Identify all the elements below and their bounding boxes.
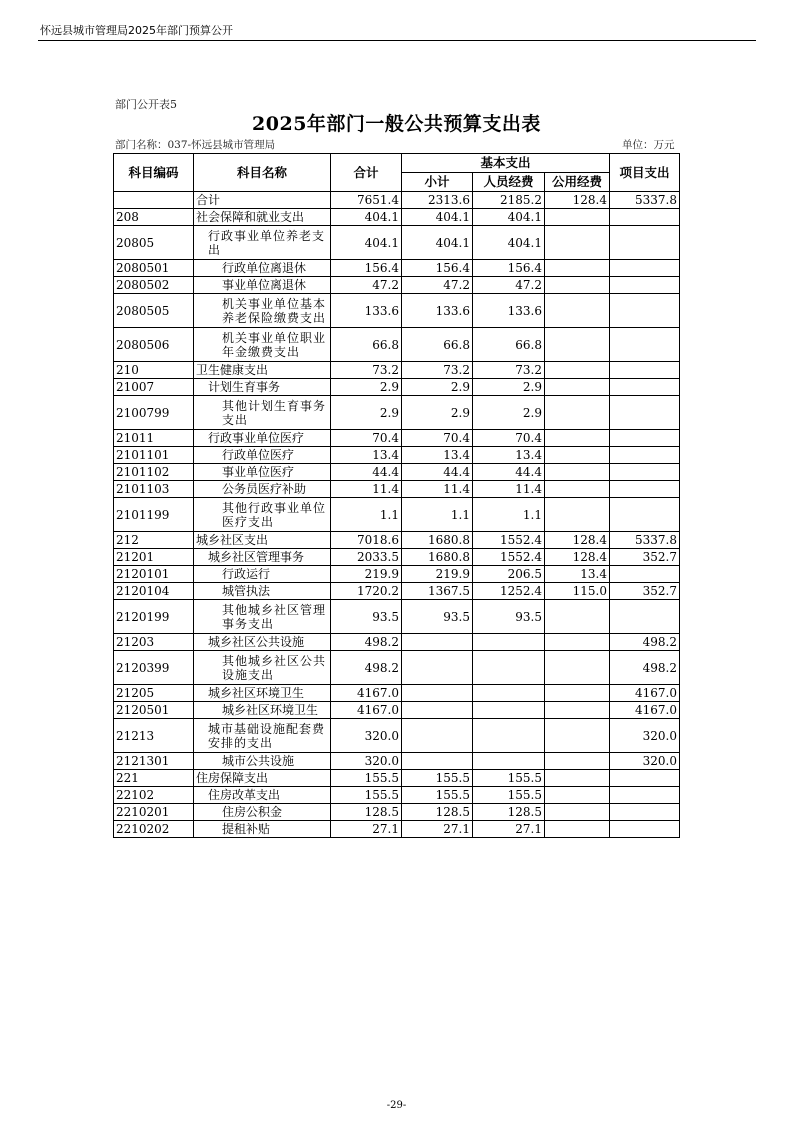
cell-personnel: 2.9 [473,379,545,396]
table-row [114,532,680,549]
cell-total: 2.9 [331,379,402,396]
table-row [114,447,680,464]
cell-project: 4167.0 [610,702,680,719]
table-row [114,481,680,498]
cell-total: 44.4 [331,464,402,481]
col-header-subtotal: 小计 [402,173,473,192]
cell-public [545,804,610,821]
cell-public: 13.4 [545,566,610,583]
cell-total: 7651.4 [331,192,402,209]
cell-project [610,277,680,294]
cell-name: 行政单位医疗 [194,447,331,464]
cell-total: 7018.6 [331,532,402,549]
cell-code: 210 [114,362,194,379]
cell-personnel: 155.5 [473,787,545,804]
cell-name: 城乡社区管理事务 [194,549,331,566]
cell-subtotal: 47.2 [402,277,473,294]
cell-personnel: 66.8 [473,328,545,362]
cell-name: 其他计划生育事务支出 [194,396,331,430]
cell-code: 2101102 [114,464,194,481]
cell-subtotal: 2.9 [402,379,473,396]
cell-project: 498.2 [610,651,680,685]
cell-public [545,430,610,447]
cell-project [610,362,680,379]
cell-personnel: 44.4 [473,464,545,481]
cell-total: 219.9 [331,566,402,583]
cell-code: 2120399 [114,651,194,685]
cell-total: 11.4 [331,481,402,498]
cell-personnel: 47.2 [473,277,545,294]
cell-personnel: 1552.4 [473,549,545,566]
cell-total: 133.6 [331,294,402,328]
cell-code: 2080502 [114,277,194,294]
table-row [114,753,680,770]
cell-code: 21213 [114,719,194,753]
cell-project [610,821,680,838]
cell-total: 404.1 [331,209,402,226]
cell-personnel: 73.2 [473,362,545,379]
cell-public [545,753,610,770]
cell-total: 320.0 [331,719,402,753]
table-row [114,719,680,753]
cell-subtotal [402,719,473,753]
cell-name: 行政单位离退休 [194,260,331,277]
cell-code: 2120101 [114,566,194,583]
table-row [114,600,680,634]
cell-total: 4167.0 [331,685,402,702]
col-header-personnel: 人员经费 [473,173,545,192]
table-row [114,362,680,379]
cell-subtotal: 1680.8 [402,532,473,549]
cell-total: 155.5 [331,787,402,804]
cell-name: 社会保障和就业支出 [194,209,331,226]
cell-subtotal: 2.9 [402,396,473,430]
cell-subtotal [402,634,473,651]
col-header-name: 科目名称 [194,154,331,192]
cell-code: 2120104 [114,583,194,600]
cell-subtotal [402,685,473,702]
cell-public [545,396,610,430]
table-row [114,804,680,821]
cell-code: 2121301 [114,753,194,770]
cell-personnel: 1552.4 [473,532,545,549]
cell-personnel: 133.6 [473,294,545,328]
cell-project [610,379,680,396]
cell-name: 住房保障支出 [194,770,331,787]
cell-public [545,651,610,685]
cell-name: 公务员医疗补助 [194,481,331,498]
cell-name: 住房改革支出 [194,787,331,804]
cell-project [610,566,680,583]
cell-total: 47.2 [331,277,402,294]
cell-subtotal: 66.8 [402,328,473,362]
cell-subtotal: 155.5 [402,770,473,787]
cell-code: 2210202 [114,821,194,838]
cell-subtotal: 128.5 [402,804,473,821]
cell-personnel [473,719,545,753]
cell-code: 2080506 [114,328,194,362]
cell-public [545,209,610,226]
cell-total: 2033.5 [331,549,402,566]
page-number: -29- [386,1100,407,1111]
table-row [114,787,680,804]
cell-personnel [473,702,545,719]
cell-code: 2101101 [114,447,194,464]
cell-subtotal [402,702,473,719]
cell-personnel [473,651,545,685]
cell-name: 其他城乡社区公共设施支出 [194,651,331,685]
cell-code: 2120501 [114,702,194,719]
cell-project [610,294,680,328]
cell-name: 行政事业单位养老支出 [194,226,331,260]
cell-name: 行政事业单位医疗 [194,430,331,447]
cell-subtotal: 70.4 [402,430,473,447]
cell-public [545,379,610,396]
cell-project: 320.0 [610,719,680,753]
cell-code: 2101199 [114,498,194,532]
budget-table [113,153,680,838]
cell-name: 事业单位离退休 [194,277,331,294]
cell-subtotal: 1367.5 [402,583,473,600]
cell-total: 93.5 [331,600,402,634]
cell-code: 20805 [114,226,194,260]
cell-total: 498.2 [331,651,402,685]
cell-personnel: 2185.2 [473,192,545,209]
cell-total: 156.4 [331,260,402,277]
cell-subtotal: 155.5 [402,787,473,804]
cell-public [545,481,610,498]
table-row [114,294,680,328]
cell-personnel: 2.9 [473,396,545,430]
cell-public [545,719,610,753]
cell-code: 2101103 [114,481,194,498]
cell-total: 73.2 [331,362,402,379]
cell-public [545,821,610,838]
cell-subtotal: 13.4 [402,447,473,464]
cell-code: 21203 [114,634,194,651]
cell-public: 115.0 [545,583,610,600]
cell-personnel [473,753,545,770]
table-row [114,379,680,396]
cell-code: 2210201 [114,804,194,821]
table-row [114,277,680,294]
cell-public [545,328,610,362]
form-number: 部门公开表5 [115,98,177,111]
cell-subtotal [402,651,473,685]
table-row [114,396,680,430]
cell-public: 128.4 [545,192,610,209]
cell-project [610,481,680,498]
table-row [114,702,680,719]
table-row [114,685,680,702]
cell-personnel: 1.1 [473,498,545,532]
cell-code: 21007 [114,379,194,396]
page-title: 2025年部门一般公共预算支出表 [252,113,541,135]
cell-project [610,447,680,464]
cell-personnel: 11.4 [473,481,545,498]
cell-name: 其他城乡社区管理事务支出 [194,600,331,634]
cell-name: 城乡社区支出 [194,532,331,549]
cell-public [545,260,610,277]
cell-name: 城乡社区公共设施 [194,634,331,651]
cell-public [545,787,610,804]
cell-code: 2100799 [114,396,194,430]
cell-project [610,260,680,277]
cell-code: 21201 [114,549,194,566]
table-row [114,260,680,277]
cell-subtotal: 156.4 [402,260,473,277]
cell-code: 221 [114,770,194,787]
cell-project: 352.7 [610,549,680,566]
cell-personnel: 156.4 [473,260,545,277]
cell-total: 498.2 [331,634,402,651]
cell-public [545,362,610,379]
cell-subtotal: 27.1 [402,821,473,838]
cell-name: 城乡社区环境卫生 [194,702,331,719]
cell-subtotal: 1680.8 [402,549,473,566]
cell-total: 1720.2 [331,583,402,600]
cell-code: 2080501 [114,260,194,277]
cell-public: 128.4 [545,549,610,566]
table-row [114,464,680,481]
cell-personnel: 404.1 [473,226,545,260]
cell-project: 5337.8 [610,192,680,209]
cell-project [610,498,680,532]
cell-total: 70.4 [331,430,402,447]
table-row [114,430,680,447]
table-row [114,192,680,209]
cell-subtotal: 404.1 [402,209,473,226]
cell-name: 城管执法 [194,583,331,600]
cell-subtotal: 404.1 [402,226,473,260]
cell-project: 4167.0 [610,685,680,702]
cell-name: 机关事业单位基本养老保险缴费支出 [194,294,331,328]
cell-subtotal: 11.4 [402,481,473,498]
cell-personnel [473,685,545,702]
cell-public [545,685,610,702]
cell-name: 计划生育事务 [194,379,331,396]
cell-total: 404.1 [331,226,402,260]
cell-personnel: 1252.4 [473,583,545,600]
cell-personnel: 93.5 [473,600,545,634]
cell-subtotal: 2313.6 [402,192,473,209]
cell-subtotal: 44.4 [402,464,473,481]
cell-total: 4167.0 [331,702,402,719]
cell-project [610,464,680,481]
cell-project: 352.7 [610,583,680,600]
cell-personnel: 155.5 [473,770,545,787]
cell-personnel: 128.5 [473,804,545,821]
header-divider [38,40,756,41]
col-header-project: 项目支出 [610,154,680,192]
cell-name: 城乡社区环境卫生 [194,685,331,702]
table-row [114,549,680,566]
cell-total: 27.1 [331,821,402,838]
cell-subtotal: 93.5 [402,600,473,634]
cell-public [545,277,610,294]
cell-code: 2080505 [114,294,194,328]
cell-project [610,226,680,260]
col-header-total: 合计 [331,154,402,192]
cell-project: 5337.8 [610,532,680,549]
unit-label: 单位：万元 [622,139,675,151]
table-row [114,226,680,260]
cell-subtotal [402,753,473,770]
cell-total: 1.1 [331,498,402,532]
table-row [114,328,680,362]
cell-public [545,447,610,464]
cell-project [610,787,680,804]
cell-name: 提租补贴 [194,821,331,838]
page-header: 怀远县城市管理局2025年部门预算公开 [40,24,233,37]
col-header-public: 公用经费 [545,173,610,192]
cell-public [545,464,610,481]
cell-subtotal: 219.9 [402,566,473,583]
cell-name: 机关事业单位职业年金缴费支出 [194,328,331,362]
cell-code: 22102 [114,787,194,804]
cell-total: 320.0 [331,753,402,770]
table-row [114,209,680,226]
cell-personnel [473,634,545,651]
cell-project [610,209,680,226]
col-header-code: 科目编码 [114,154,194,192]
cell-name: 住房公积金 [194,804,331,821]
cell-project [610,804,680,821]
table-row [114,498,680,532]
cell-public [545,702,610,719]
cell-personnel: 206.5 [473,566,545,583]
cell-public [545,770,610,787]
cell-personnel: 70.4 [473,430,545,447]
cell-subtotal: 73.2 [402,362,473,379]
cell-code: 21205 [114,685,194,702]
cell-total: 13.4 [331,447,402,464]
cell-name: 其他行政事业单位医疗支出 [194,498,331,532]
table-row [114,583,680,600]
cell-project: 498.2 [610,634,680,651]
cell-public [545,294,610,328]
table-row [114,821,680,838]
cell-project [610,600,680,634]
table-row [114,651,680,685]
cell-public [545,600,610,634]
cell-public [545,634,610,651]
cell-public [545,498,610,532]
cell-total: 66.8 [331,328,402,362]
department-label: 部门名称：037-怀远县城市管理局 [115,139,276,151]
cell-total: 128.5 [331,804,402,821]
cell-name: 城市公共设施 [194,753,331,770]
cell-name: 行政运行 [194,566,331,583]
cell-personnel: 27.1 [473,821,545,838]
cell-name: 城市基础设施配套费安排的支出 [194,719,331,753]
cell-project [610,770,680,787]
cell-name: 事业单位医疗 [194,464,331,481]
cell-code: 212 [114,532,194,549]
cell-public: 128.4 [545,532,610,549]
table-row [114,634,680,651]
cell-code [114,192,194,209]
col-header-basic: 基本支出 [402,154,610,173]
cell-personnel: 13.4 [473,447,545,464]
cell-project: 320.0 [610,753,680,770]
cell-public [545,226,610,260]
cell-project [610,396,680,430]
cell-subtotal: 133.6 [402,294,473,328]
cell-personnel: 404.1 [473,209,545,226]
table-row [114,566,680,583]
cell-total: 155.5 [331,770,402,787]
cell-code: 21011 [114,430,194,447]
cell-name: 合计 [194,192,331,209]
cell-subtotal: 1.1 [402,498,473,532]
cell-project [610,328,680,362]
cell-code: 208 [114,209,194,226]
cell-project [610,430,680,447]
cell-total: 2.9 [331,396,402,430]
table-row [114,770,680,787]
cell-name: 卫生健康支出 [194,362,331,379]
cell-code: 2120199 [114,600,194,634]
